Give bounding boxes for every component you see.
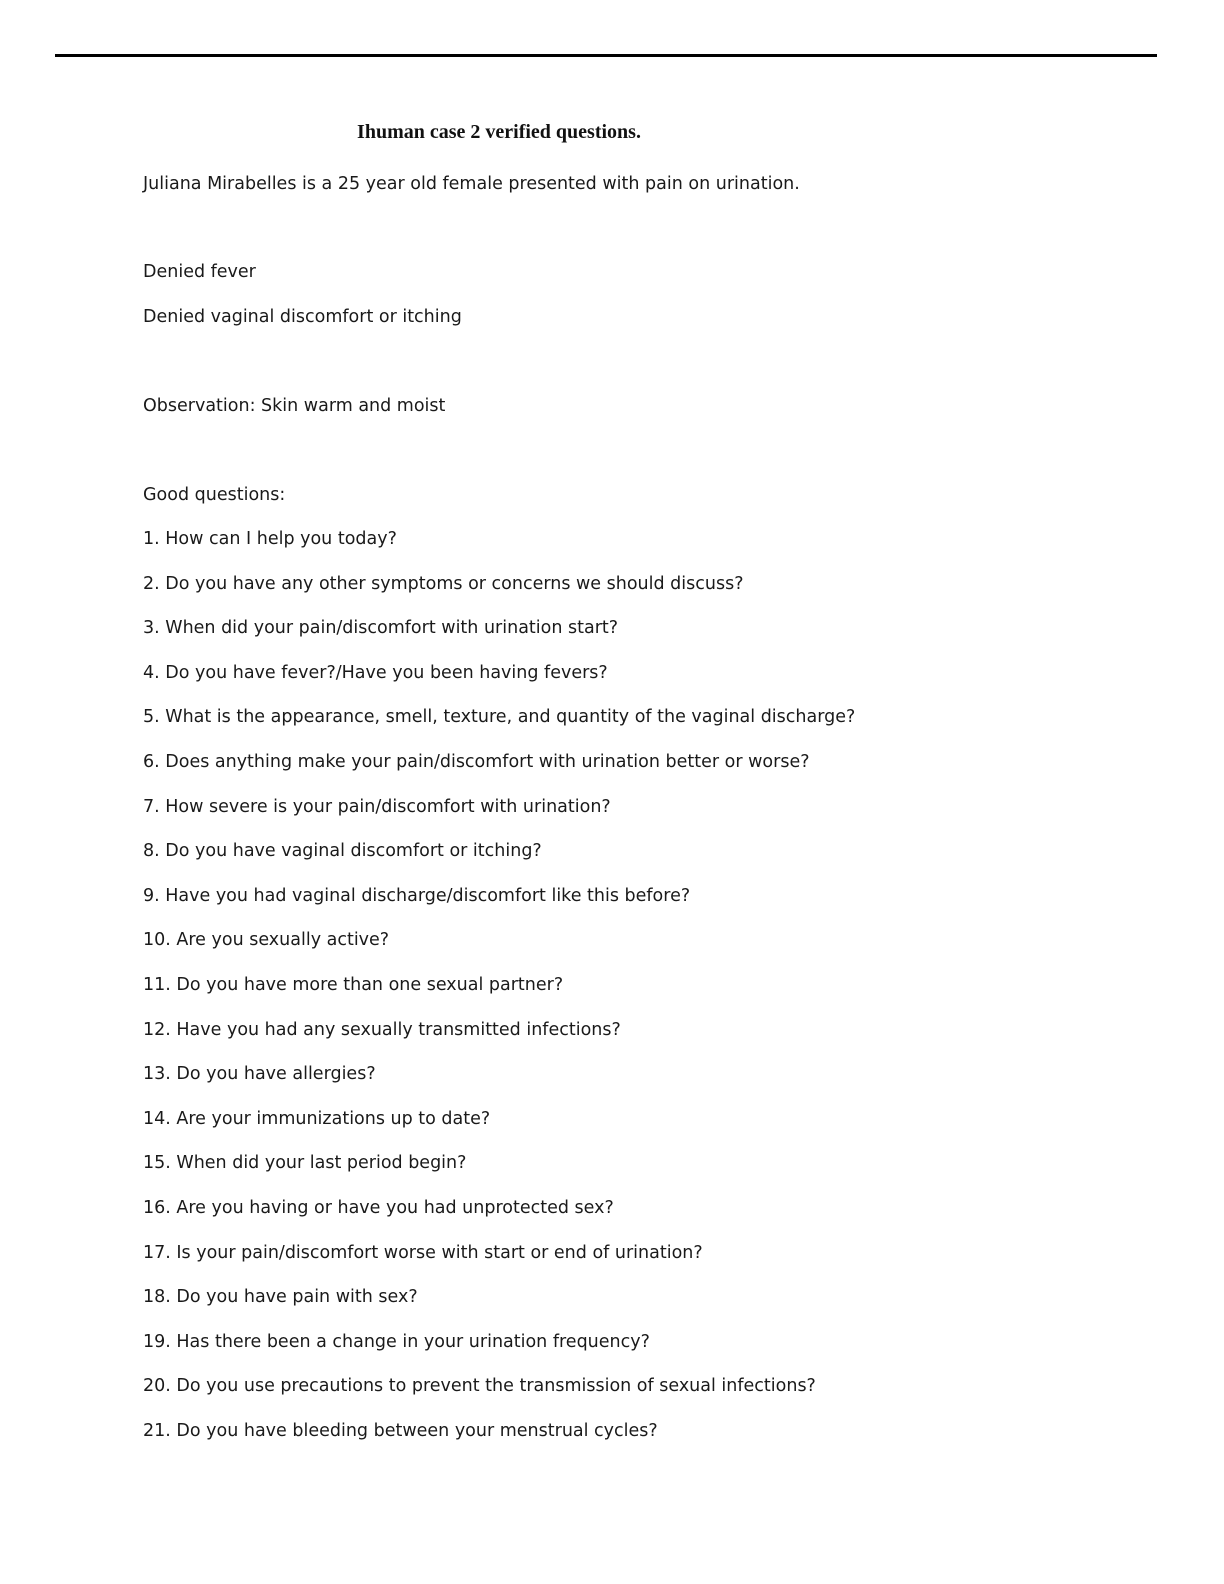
list-item: 5. What is the appearance, smell, texture, and quantity of the vaginal discharge? (143, 707, 856, 728)
list-item: 4. Do you have fever?/Have you been having fevers? (143, 662, 608, 683)
top-rule (55, 54, 1157, 57)
list-item: 16. Are you having or have you had unprotected sex? (143, 1197, 614, 1218)
list-item: 19. Has there been a change in your urination frequency? (143, 1331, 650, 1352)
list-item: 20. Do you use precautions to prevent the transmission of sexual infections? (143, 1376, 816, 1397)
list-item: 14. Are your immunizations up to date? (143, 1108, 491, 1129)
list-item: 6. Does anything make your pain/discomfort with urination better or worse? (143, 751, 810, 772)
list-item: 15. When did your last period begin? (143, 1153, 467, 1174)
list-item: 13. Do you have allergies? (143, 1064, 376, 1085)
list-item: 18. Do you have pain with sex? (143, 1287, 418, 1308)
list-item: 2. Do you have any other symptoms or concerns we should discuss? (143, 573, 744, 594)
denied-itching-note: Denied vaginal discomfort or itching (143, 307, 462, 327)
denied-fever-note: Denied fever (143, 262, 256, 282)
questions-list (143, 527, 855, 1463)
list-item: 7. How severe is your pain/discomfort with urination? (143, 796, 611, 817)
list-item: 21. Do you have bleeding between your menstrual cycles? (143, 1420, 658, 1441)
list-item: 12. Have you had any sexually transmitted infections? (143, 1019, 621, 1040)
list-item: 1. How can I help you today? (143, 529, 397, 549)
list-item: 8. Do you have vaginal discomfort or itching? (143, 841, 542, 862)
case-intro: Juliana Mirabelles is a 25 year old female presented with pain on urination. (143, 174, 800, 194)
list-item: 9. Have you had vaginal discharge/discomfort like this before? (143, 885, 691, 906)
questions-heading: Good questions: (143, 485, 286, 505)
observation-note: Observation: Skin warm and moist (143, 396, 446, 416)
list-item: 11. Do you have more than one sexual partner? (143, 974, 564, 995)
document-title: Ihuman case 2 verified questions. (357, 121, 641, 143)
list-item: 17. Is your pain/discomfort worse with start or end of urination? (143, 1242, 703, 1263)
list-item: 10. Are you sexually active? (143, 930, 390, 951)
list-item: 3. When did your pain/discomfort with urination start? (143, 618, 619, 639)
